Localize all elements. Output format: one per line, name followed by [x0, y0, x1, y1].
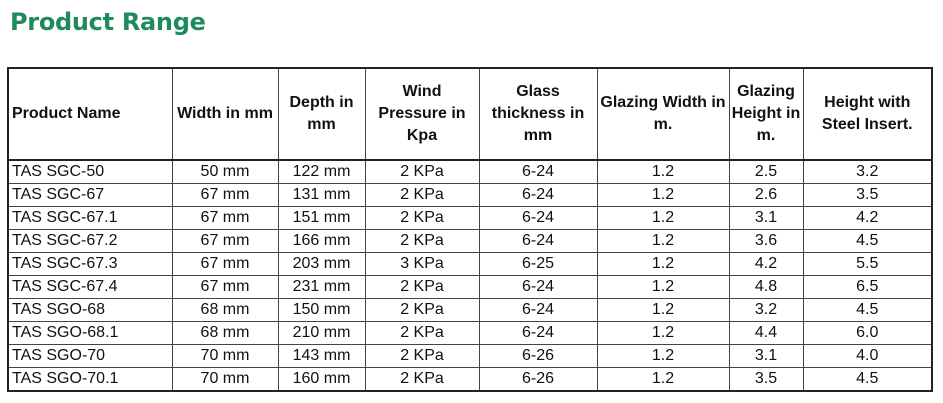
- cell-glass-thickness: 6-26: [479, 345, 597, 368]
- cell-wind-pressure: 2 KPa: [365, 276, 479, 299]
- cell-glazing-height: 3.1: [729, 345, 803, 368]
- cell-glazing-width: 1.2: [597, 276, 729, 299]
- header-glass-thickness: Glass thickness in mm: [479, 68, 597, 160]
- table-row: [8, 160, 932, 184]
- header-height-steel-insert: Height with Steel Insert.: [803, 68, 932, 160]
- cell-glass-thickness: 6-24: [479, 160, 597, 184]
- cell-wind-pressure: 2 KPa: [365, 207, 479, 230]
- header-product-name: Product Name: [8, 68, 172, 160]
- table-row: [8, 230, 932, 253]
- page-title: Product Range: [10, 8, 206, 36]
- table-row: [8, 322, 932, 345]
- cell-depth: 210 mm: [278, 322, 365, 345]
- cell-wind-pressure: 2 KPa: [365, 230, 479, 253]
- table-row: [8, 345, 932, 368]
- cell-wind-pressure: 2 KPa: [365, 322, 479, 345]
- cell-glazing-height: 3.1: [729, 207, 803, 230]
- cell-height-steel-insert: 6.0: [803, 322, 932, 345]
- cell-height-steel-insert: 5.5: [803, 253, 932, 276]
- cell-product-name: TAS SGO-68.1: [8, 322, 172, 345]
- cell-depth: 150 mm: [278, 299, 365, 322]
- cell-height-steel-insert: 4.0: [803, 345, 932, 368]
- cell-glass-thickness: 6-24: [479, 230, 597, 253]
- cell-glazing-width: 1.2: [597, 230, 729, 253]
- cell-glass-thickness: 6-24: [479, 322, 597, 345]
- cell-height-steel-insert: 4.5: [803, 299, 932, 322]
- cell-width: 67 mm: [172, 207, 278, 230]
- cell-glass-thickness: 6-24: [479, 184, 597, 207]
- cell-height-steel-insert: 3.2: [803, 160, 932, 184]
- cell-product-name: TAS SGC-50: [8, 160, 172, 184]
- table-header-row: [8, 68, 932, 160]
- cell-product-name: TAS SGC-67.1: [8, 207, 172, 230]
- cell-depth: 203 mm: [278, 253, 365, 276]
- cell-depth: 151 mm: [278, 207, 365, 230]
- cell-product-name: TAS SGC-67.3: [8, 253, 172, 276]
- cell-height-steel-insert: 4.5: [803, 230, 932, 253]
- cell-wind-pressure: 2 KPa: [365, 299, 479, 322]
- cell-glazing-height: 3.5: [729, 368, 803, 392]
- cell-product-name: TAS SGO-68: [8, 299, 172, 322]
- cell-glazing-width: 1.2: [597, 184, 729, 207]
- table-row: [8, 207, 932, 230]
- cell-depth: 160 mm: [278, 368, 365, 392]
- cell-glazing-width: 1.2: [597, 368, 729, 392]
- cell-wind-pressure: 2 KPa: [365, 184, 479, 207]
- table-body: [8, 160, 932, 391]
- cell-glass-thickness: 6-26: [479, 368, 597, 392]
- cell-product-name: TAS SGO-70: [8, 345, 172, 368]
- cell-wind-pressure: 3 KPa: [365, 253, 479, 276]
- table-row: [8, 184, 932, 207]
- cell-glazing-height: 2.5: [729, 160, 803, 184]
- cell-glazing-width: 1.2: [597, 207, 729, 230]
- table-row: [8, 368, 932, 392]
- cell-depth: 231 mm: [278, 276, 365, 299]
- cell-depth: 143 mm: [278, 345, 365, 368]
- cell-width: 68 mm: [172, 322, 278, 345]
- cell-glazing-height: 4.2: [729, 253, 803, 276]
- cell-product-name: TAS SGC-67: [8, 184, 172, 207]
- cell-height-steel-insert: 4.2: [803, 207, 932, 230]
- cell-width: 67 mm: [172, 184, 278, 207]
- cell-glazing-width: 1.2: [597, 160, 729, 184]
- cell-glass-thickness: 6-24: [479, 207, 597, 230]
- cell-width: 67 mm: [172, 230, 278, 253]
- table-row: [8, 299, 932, 322]
- header-depth: Depth in mm: [278, 68, 365, 160]
- cell-product-name: TAS SGO-70.1: [8, 368, 172, 392]
- cell-product-name: TAS SGC-67.2: [8, 230, 172, 253]
- cell-glass-thickness: 6-24: [479, 276, 597, 299]
- cell-height-steel-insert: 6.5: [803, 276, 932, 299]
- cell-glass-thickness: 6-25: [479, 253, 597, 276]
- cell-glazing-height: 4.4: [729, 322, 803, 345]
- cell-width: 68 mm: [172, 299, 278, 322]
- cell-wind-pressure: 2 KPa: [365, 160, 479, 184]
- header-glazing-height: Glazing Height in m.: [729, 68, 803, 160]
- cell-glazing-width: 1.2: [597, 322, 729, 345]
- cell-width: 50 mm: [172, 160, 278, 184]
- cell-glass-thickness: 6-24: [479, 299, 597, 322]
- cell-glazing-height: 2.6: [729, 184, 803, 207]
- cell-height-steel-insert: 4.5: [803, 368, 932, 392]
- cell-wind-pressure: 2 KPa: [365, 345, 479, 368]
- cell-width: 67 mm: [172, 276, 278, 299]
- header-width: Width in mm: [172, 68, 278, 160]
- header-wind-pressure: Wind Pressure in Kpa: [365, 68, 479, 160]
- table-row: [8, 253, 932, 276]
- cell-height-steel-insert: 3.5: [803, 184, 932, 207]
- cell-depth: 122 mm: [278, 160, 365, 184]
- cell-width: 67 mm: [172, 253, 278, 276]
- cell-product-name: TAS SGC-67.4: [8, 276, 172, 299]
- cell-depth: 166 mm: [278, 230, 365, 253]
- table-row: [8, 276, 932, 299]
- cell-glazing-height: 3.6: [729, 230, 803, 253]
- cell-glazing-width: 1.2: [597, 253, 729, 276]
- cell-width: 70 mm: [172, 345, 278, 368]
- cell-glazing-width: 1.2: [597, 345, 729, 368]
- header-glazing-width: Glazing Width in m.: [597, 68, 729, 160]
- product-range-table: [7, 67, 933, 392]
- cell-wind-pressure: 2 KPa: [365, 368, 479, 392]
- cell-glazing-height: 4.8: [729, 276, 803, 299]
- cell-width: 70 mm: [172, 368, 278, 392]
- cell-glazing-width: 1.2: [597, 299, 729, 322]
- cell-depth: 131 mm: [278, 184, 365, 207]
- cell-glazing-height: 3.2: [729, 299, 803, 322]
